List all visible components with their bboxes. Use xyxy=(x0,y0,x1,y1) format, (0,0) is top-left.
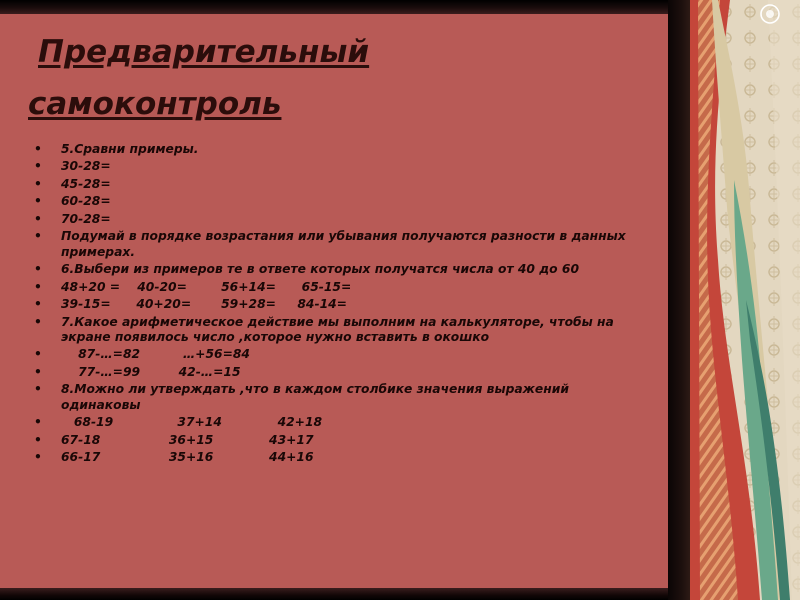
list-item: • 6.Выбери из примеров те в ответе которых получатся числа от 40 до 60 xyxy=(34,262,664,277)
bottom-frame-border xyxy=(0,588,668,600)
list-item: • 70-28= xyxy=(34,212,664,227)
list-item: • 45-28= xyxy=(34,177,664,192)
list-item: • 66-17 35+16 44+16 xyxy=(34,450,664,465)
top-frame-border xyxy=(0,0,668,14)
list-item: • 77-…=99 42-…=15 xyxy=(34,365,664,380)
task-list xyxy=(34,142,664,468)
list-item: • 39-15= 40+20= 59+28= 84-14= xyxy=(34,297,664,312)
list-item: • 67-18 36+15 43+17 xyxy=(34,433,664,448)
list-item: • 60-28= xyxy=(34,194,664,209)
list-item: • 68-19 37+14 42+18 xyxy=(34,415,664,430)
decorative-pattern-panel xyxy=(690,0,800,600)
title-line-1: Предварительный xyxy=(38,34,370,70)
list-item: • 8.Можно ли утверждать ,что в каждом столбике значения выражений одинаковы xyxy=(34,382,664,413)
slide-title xyxy=(28,26,448,130)
list-item: • 87-…=82 …+56=84 xyxy=(34,347,664,362)
list-item: • 5.Сравни примеры. xyxy=(34,142,664,157)
list-item: • 30-28= xyxy=(34,159,664,174)
title-line-2: самоконтроль xyxy=(28,86,282,122)
list-item: • 7.Какое арифметическое действие мы выполним на калькуляторе, чтобы на экране появилось число ,которое нужно вставить в окошко xyxy=(34,315,664,346)
list-item: • 48+20 = 40-20= 56+14= 65-15= xyxy=(34,280,664,295)
list-item: • Подумай в порядке возрастания или убывания получаются разности в данных примерах. xyxy=(34,229,664,260)
divider-shadow xyxy=(668,0,690,600)
